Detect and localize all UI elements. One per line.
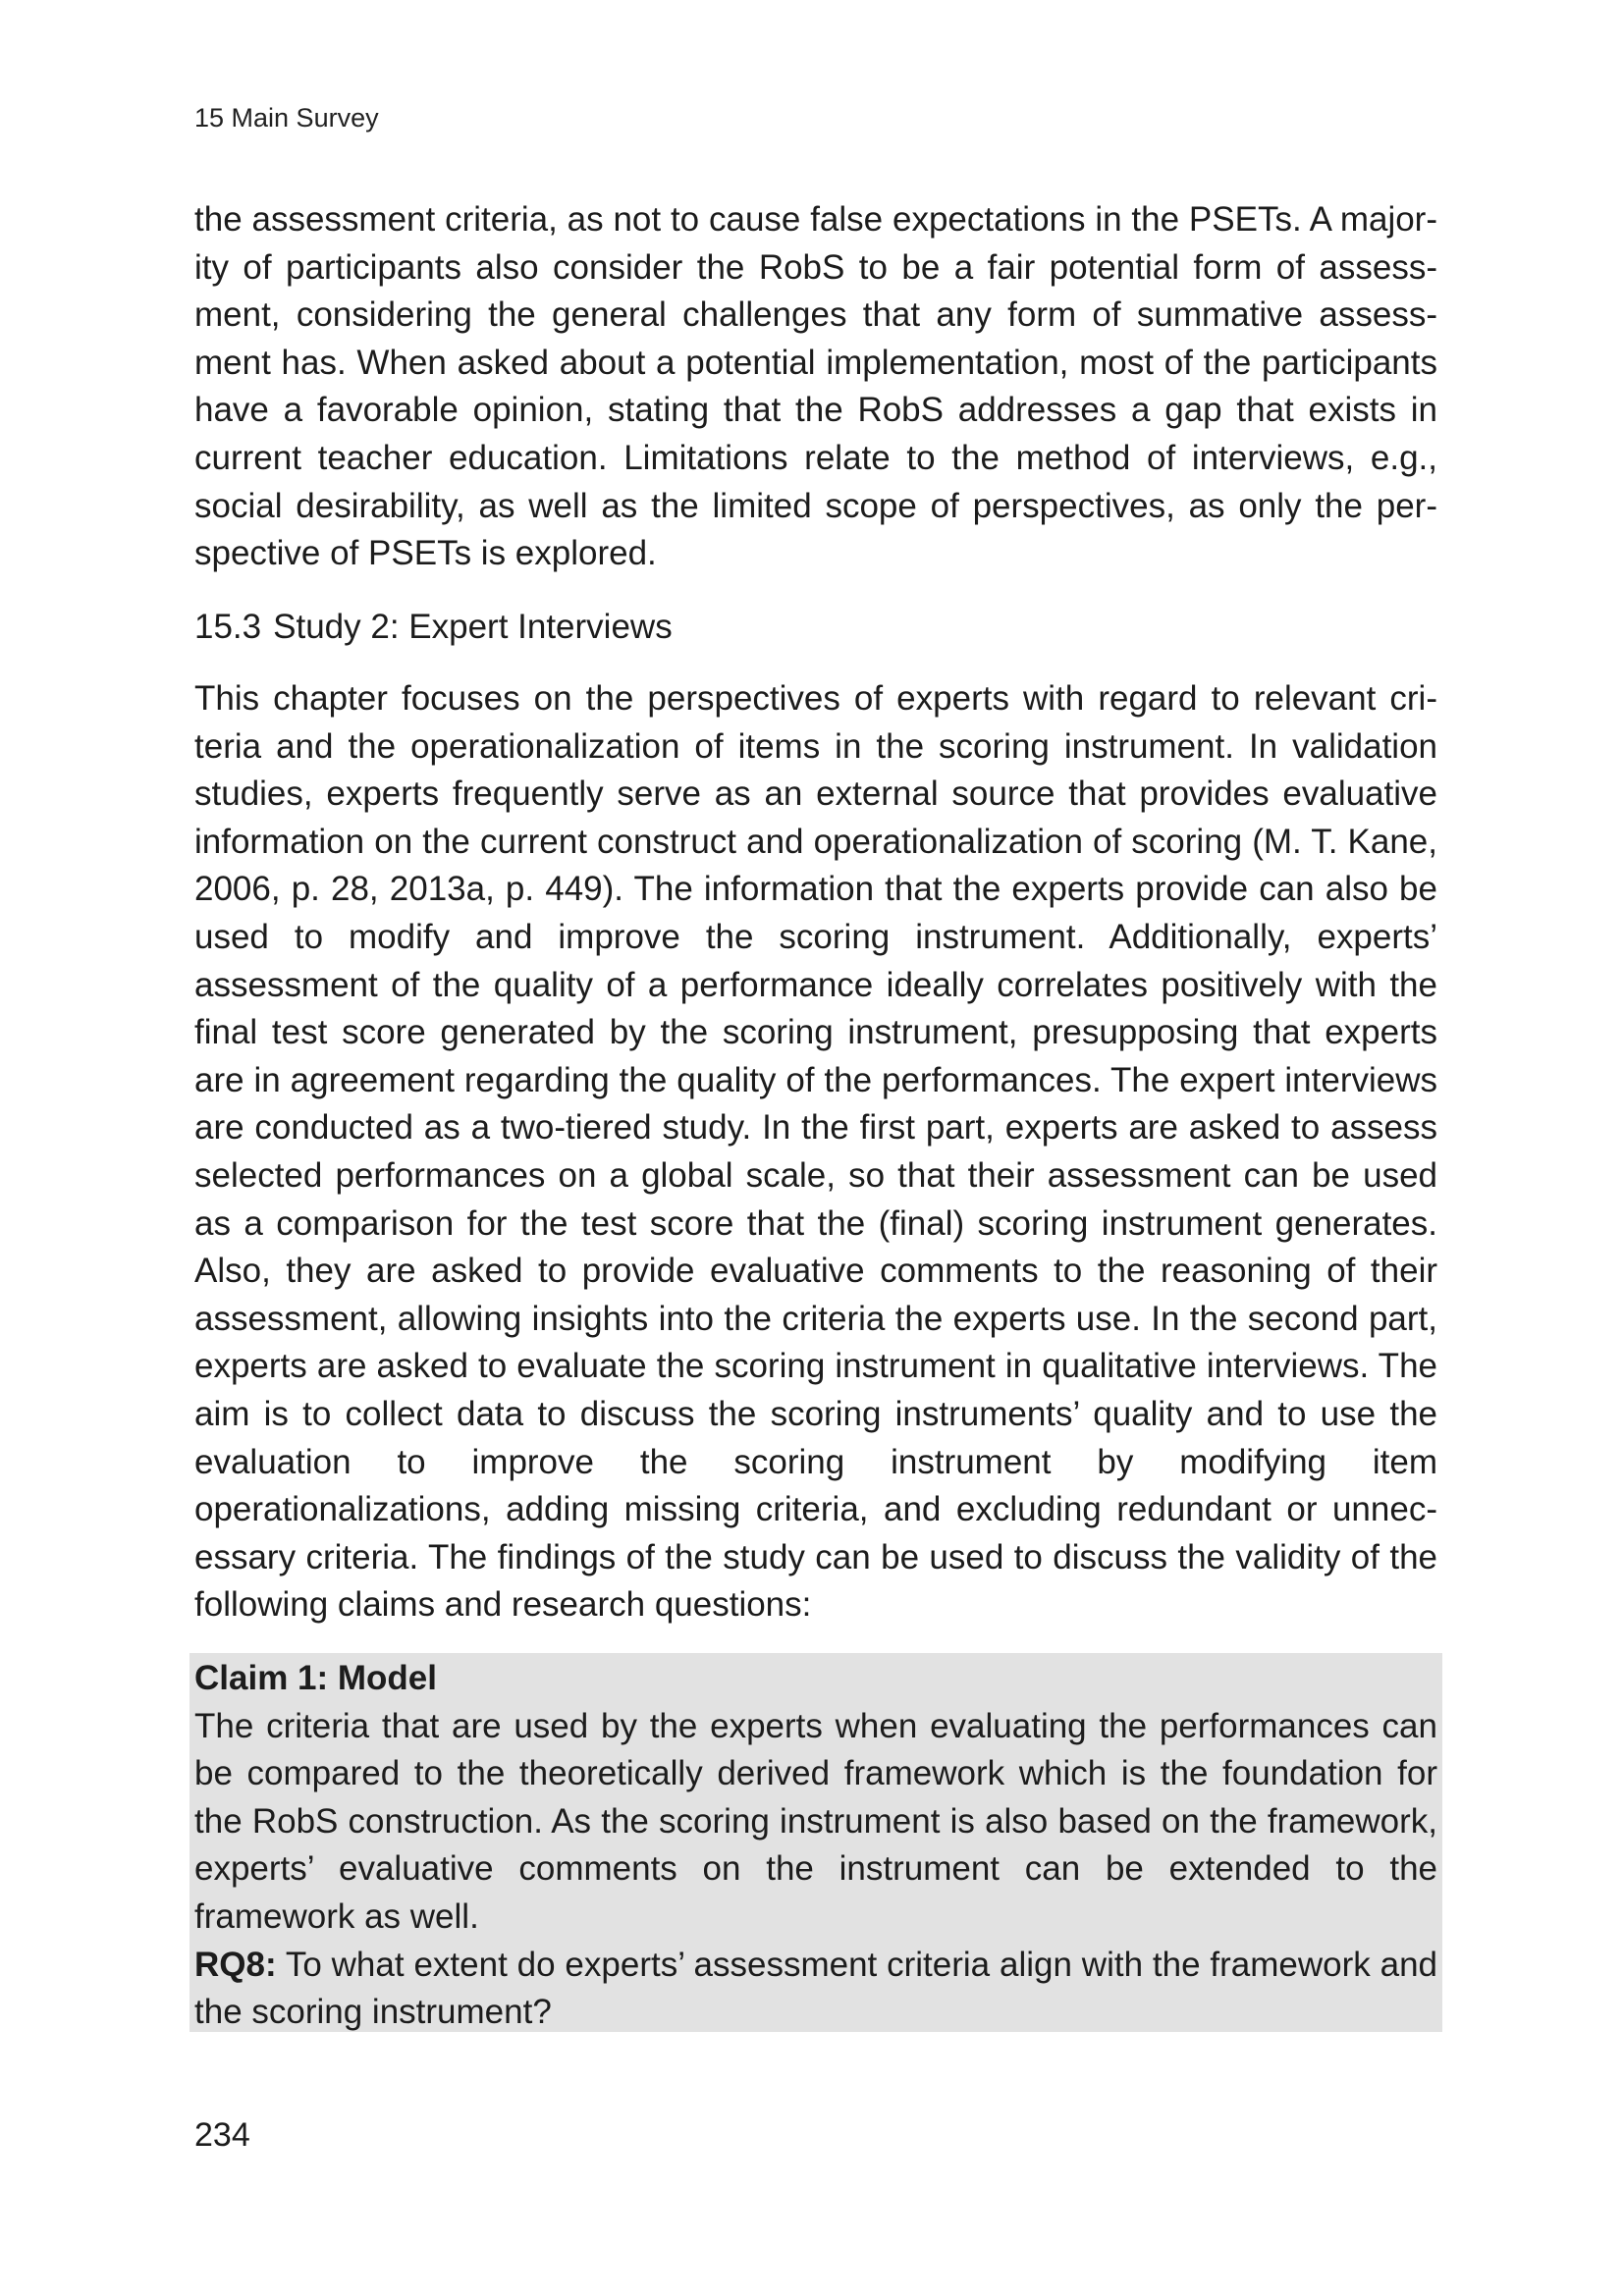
- claim-text: The criteria that are used by the experts when evaluating the performances can be compared to the theoretically derived framework which is the foundation for the RobS construction. As the scoring instrument is also based on the framework, experts’ evaluative comments on the instrument can be extended to the framework as well.: [194, 1706, 1437, 1936]
- section-number: 15.3: [194, 608, 262, 646]
- paragraph-study-description: This chapter focuses on the perspectives of experts with regard to relevant criteria and the operationalization of items in the scoring instrument. In validation studies, experts frequently serve as an external source that provides evaluative information on the current construct and operationalization of scoring (M. T. Kane, 2006, p. 28, 2013a, p. 449). The information that the experts provide can also be used to modify and improve the scoring instrument. Additionally, experts’ assessment of the quality of a performance ideally correlates positively with the final test score generated by the scoring instrument, presupposing that experts are in agreement regarding the quality of the performances. The expert interviews are conducted as a two-tiered study. In the first part, experts are asked to assess selected performances on a global scale, so that their assessment can be used as a comparison for the test score that the (final) scoring instrument generates. Also, they are asked to provide evaluative comments to the reasoning of their assessment, allowing insights into the criteria the experts use. In the second part, experts are asked to evaluate the scoring instrument in qualitative interviews. The aim is to collect data to discuss the scoring instruments’ quality and to use the evaluation to improve the scoring instrument by modifying item operationalizations, adding missing criteria, and excluding redundant or unnecessary criteria. The findings of the study can be used to discuss the validity of the following claims and research questions:: [194, 679, 1437, 1625]
- page-number: 234: [194, 2116, 250, 2154]
- section-title: Study 2: Expert Interviews: [273, 608, 673, 646]
- research-question: [194, 1942, 1437, 2037]
- paragraph-intro: the assessment criteria, as not to cause false expectations in the PSETs. A majority of participants also consider the RobS to be a fair potential form of assessment, considering the general challenges that any form of summative assessment has. When asked about a potential implementation, most of the participants have a favorable opinion, stating that the RobS addresses a gap that exists in current teacher education. Limitations relate to the method of interviews, e.g., social desirability, as well as the limited scope of perspectives, as only the perspective of PSETs is explored.: [194, 200, 1437, 573]
- rq-label: RQ8:: [194, 1945, 277, 1984]
- claim-box: [189, 1653, 1442, 2032]
- running-header: 15 Main Survey: [194, 103, 379, 133]
- rq-text: To what extent do experts’ assessment criteria align with the framework and the scoring instrument?: [194, 1945, 1437, 2032]
- section-heading: [194, 604, 673, 651]
- claim-title: Claim 1: Model: [194, 1659, 437, 1697]
